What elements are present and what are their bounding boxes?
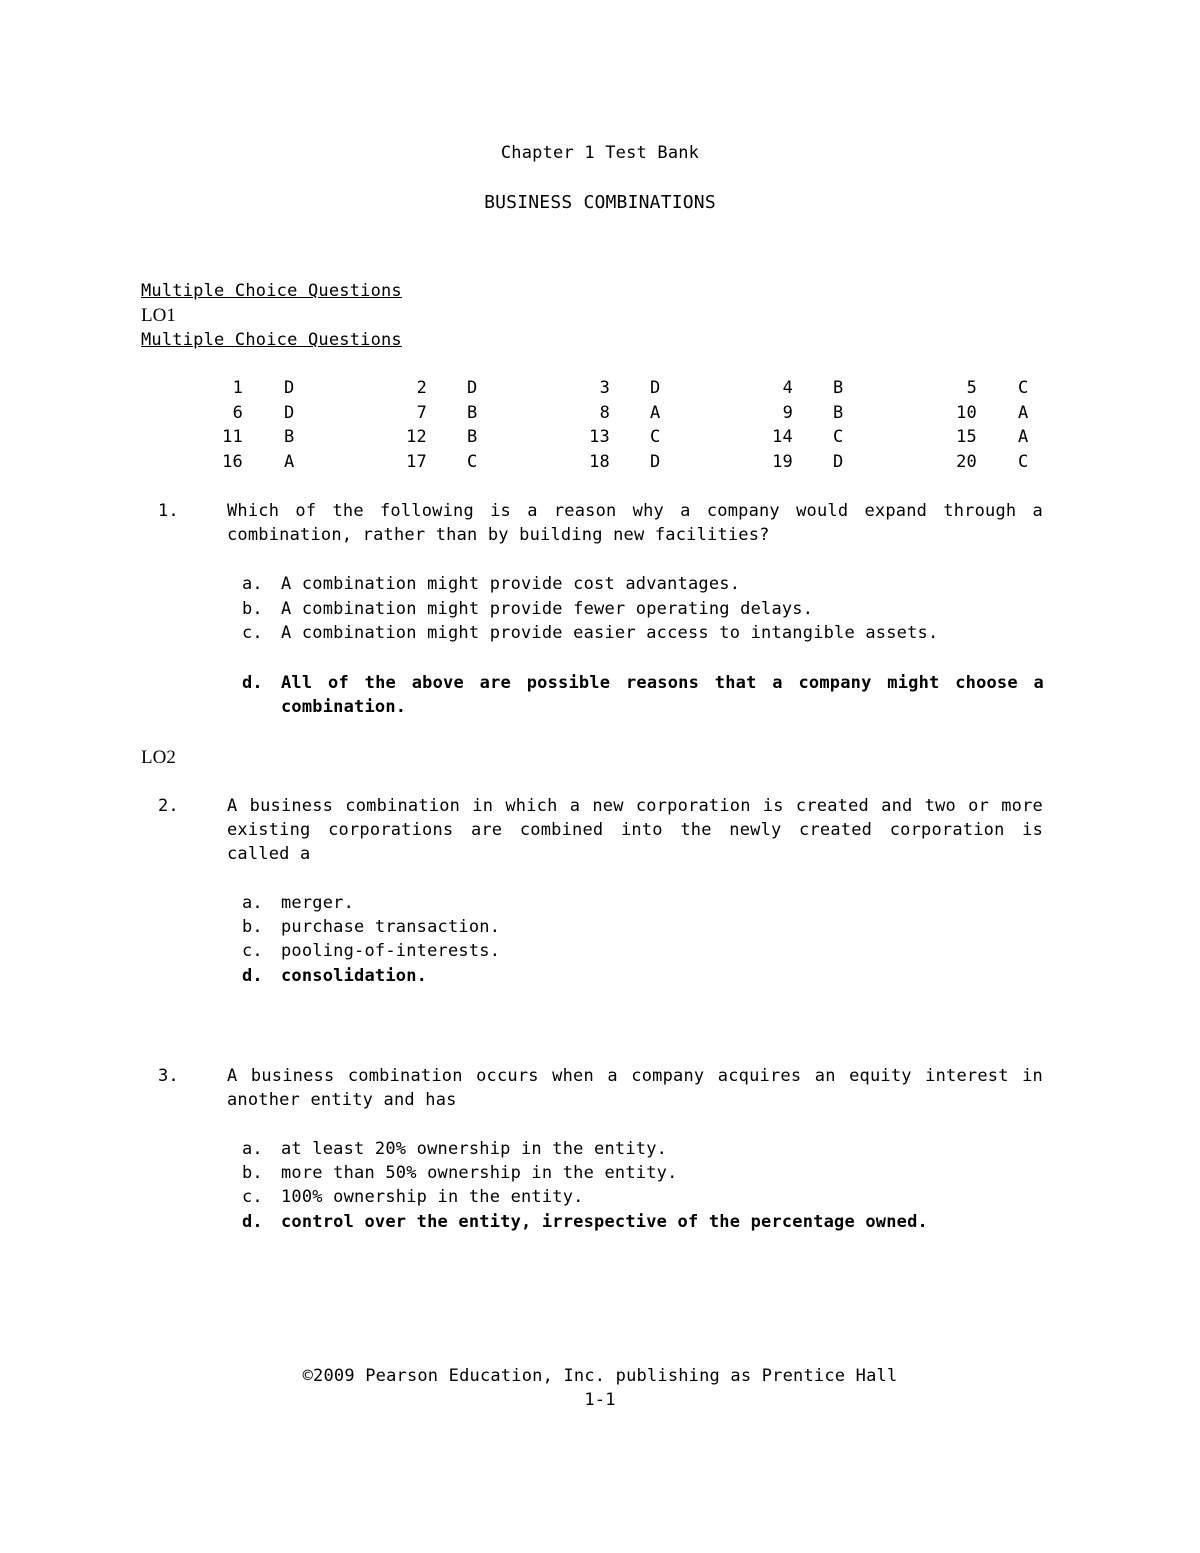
option-text: merger. — [281, 893, 355, 913]
question-number: 2. — [158, 796, 179, 816]
question-stem: A business combination in which a new corporation is created and two or more existing corporations are combined into the newly created corporation is called a — [227, 796, 1043, 865]
key-number: 12 — [406, 427, 427, 447]
question-number: 3. — [158, 1066, 179, 1086]
option-letter: b. — [242, 917, 263, 937]
answer-key-table — [150, 378, 1050, 476]
key-answer: A — [284, 451, 295, 472]
option-text: more than 50% ownership in the entity. — [281, 1163, 678, 1183]
key-answer: D — [467, 378, 478, 398]
key-answer: D — [650, 451, 661, 472]
answer-key-row — [150, 378, 1050, 403]
key-answer: B — [833, 378, 844, 398]
lo1-label: LO1 — [141, 305, 176, 326]
answer-key-row — [150, 427, 1050, 452]
section-heading-repeat: Multiple Choice Questions — [141, 330, 402, 350]
option-text: at least 20% ownership in the entity. — [281, 1139, 668, 1159]
key-answer: A — [1018, 427, 1029, 447]
answer-key-row — [150, 452, 1050, 477]
footer-copyright: ©2009 Pearson Education, Inc. publishing as Prentice Hall — [302, 1366, 898, 1386]
key-number: 15 — [956, 427, 977, 447]
key-number: 13 — [589, 427, 610, 447]
option-text-correct: All of the above are possible reasons that a company might choose a combination. — [281, 673, 1044, 718]
key-answer: A — [650, 402, 661, 423]
subject-title: BUSINESS COMBINATIONS — [484, 192, 716, 213]
key-number: 11 — [222, 427, 243, 447]
lo2-label: LO2 — [141, 747, 176, 768]
key-number: 18 — [589, 451, 610, 472]
key-answer: B — [467, 402, 478, 423]
option-text: A combination might provide easier access to intangible assets. — [281, 623, 939, 643]
key-number: 1 — [232, 378, 243, 398]
option-text-correct: consolidation. — [281, 966, 428, 986]
key-answer: C — [650, 427, 661, 447]
option-letter: b. — [242, 1163, 263, 1183]
key-number: 16 — [222, 451, 243, 472]
key-answer: B — [467, 427, 478, 447]
option-letter: a. — [242, 1139, 263, 1159]
option-text: A combination might provide cost advantages. — [281, 574, 741, 594]
key-answer: C — [467, 451, 478, 472]
question-stem: Which of the following is a reason why a company would expand through a combination, rather than by building new facilities? — [227, 501, 1043, 546]
option-letter: a. — [242, 574, 263, 594]
option-letter: a. — [242, 893, 263, 913]
key-number: 4 — [782, 378, 793, 398]
option-text: purchase transaction. — [281, 917, 501, 937]
key-number: 6 — [232, 402, 243, 423]
key-number: 2 — [416, 378, 427, 398]
key-answer: B — [833, 402, 844, 423]
option-letter: c. — [242, 623, 263, 643]
option-letter: c. — [242, 1187, 263, 1207]
key-number: 20 — [956, 451, 977, 472]
key-answer: D — [284, 402, 295, 423]
key-answer: C — [1018, 451, 1029, 472]
key-number: 5 — [966, 378, 977, 398]
option-text: 100% ownership in the entity. — [281, 1187, 584, 1207]
option-letter-correct: d. — [242, 673, 263, 693]
chapter-title: Chapter 1 Test Bank — [500, 143, 700, 163]
key-number: 17 — [406, 451, 427, 472]
key-number: 14 — [772, 427, 793, 447]
option-text: pooling-of-interests. — [281, 941, 501, 961]
answer-key-row — [150, 403, 1050, 428]
key-number: 19 — [772, 451, 793, 472]
option-letter-correct: d. — [242, 966, 263, 986]
key-number: 3 — [599, 378, 610, 398]
page-number: 1-1 — [584, 1390, 616, 1410]
option-letter: c. — [242, 941, 263, 961]
option-text: A combination might provide fewer operating delays. — [281, 599, 814, 619]
question-stem: A business combination occurs when a company acquires an equity interest in another entity and has — [227, 1066, 1043, 1111]
key-number: 7 — [416, 402, 427, 423]
key-number: 10 — [956, 402, 977, 423]
key-answer: D — [833, 451, 844, 472]
key-number: 9 — [782, 402, 793, 423]
key-answer: D — [284, 378, 295, 398]
key-number: 8 — [599, 402, 610, 423]
key-answer: D — [650, 378, 661, 398]
option-text-correct: control over the entity, irrespective of the percentage owned. — [281, 1212, 928, 1232]
key-answer: B — [284, 427, 295, 447]
key-answer: A — [1018, 402, 1029, 423]
section-heading: Multiple Choice Questions — [141, 281, 402, 301]
key-answer: C — [1018, 378, 1029, 398]
key-answer: C — [833, 427, 844, 447]
option-letter-correct: d. — [242, 1212, 263, 1232]
question-number: 1. — [158, 501, 179, 521]
option-letter: b. — [242, 599, 263, 619]
